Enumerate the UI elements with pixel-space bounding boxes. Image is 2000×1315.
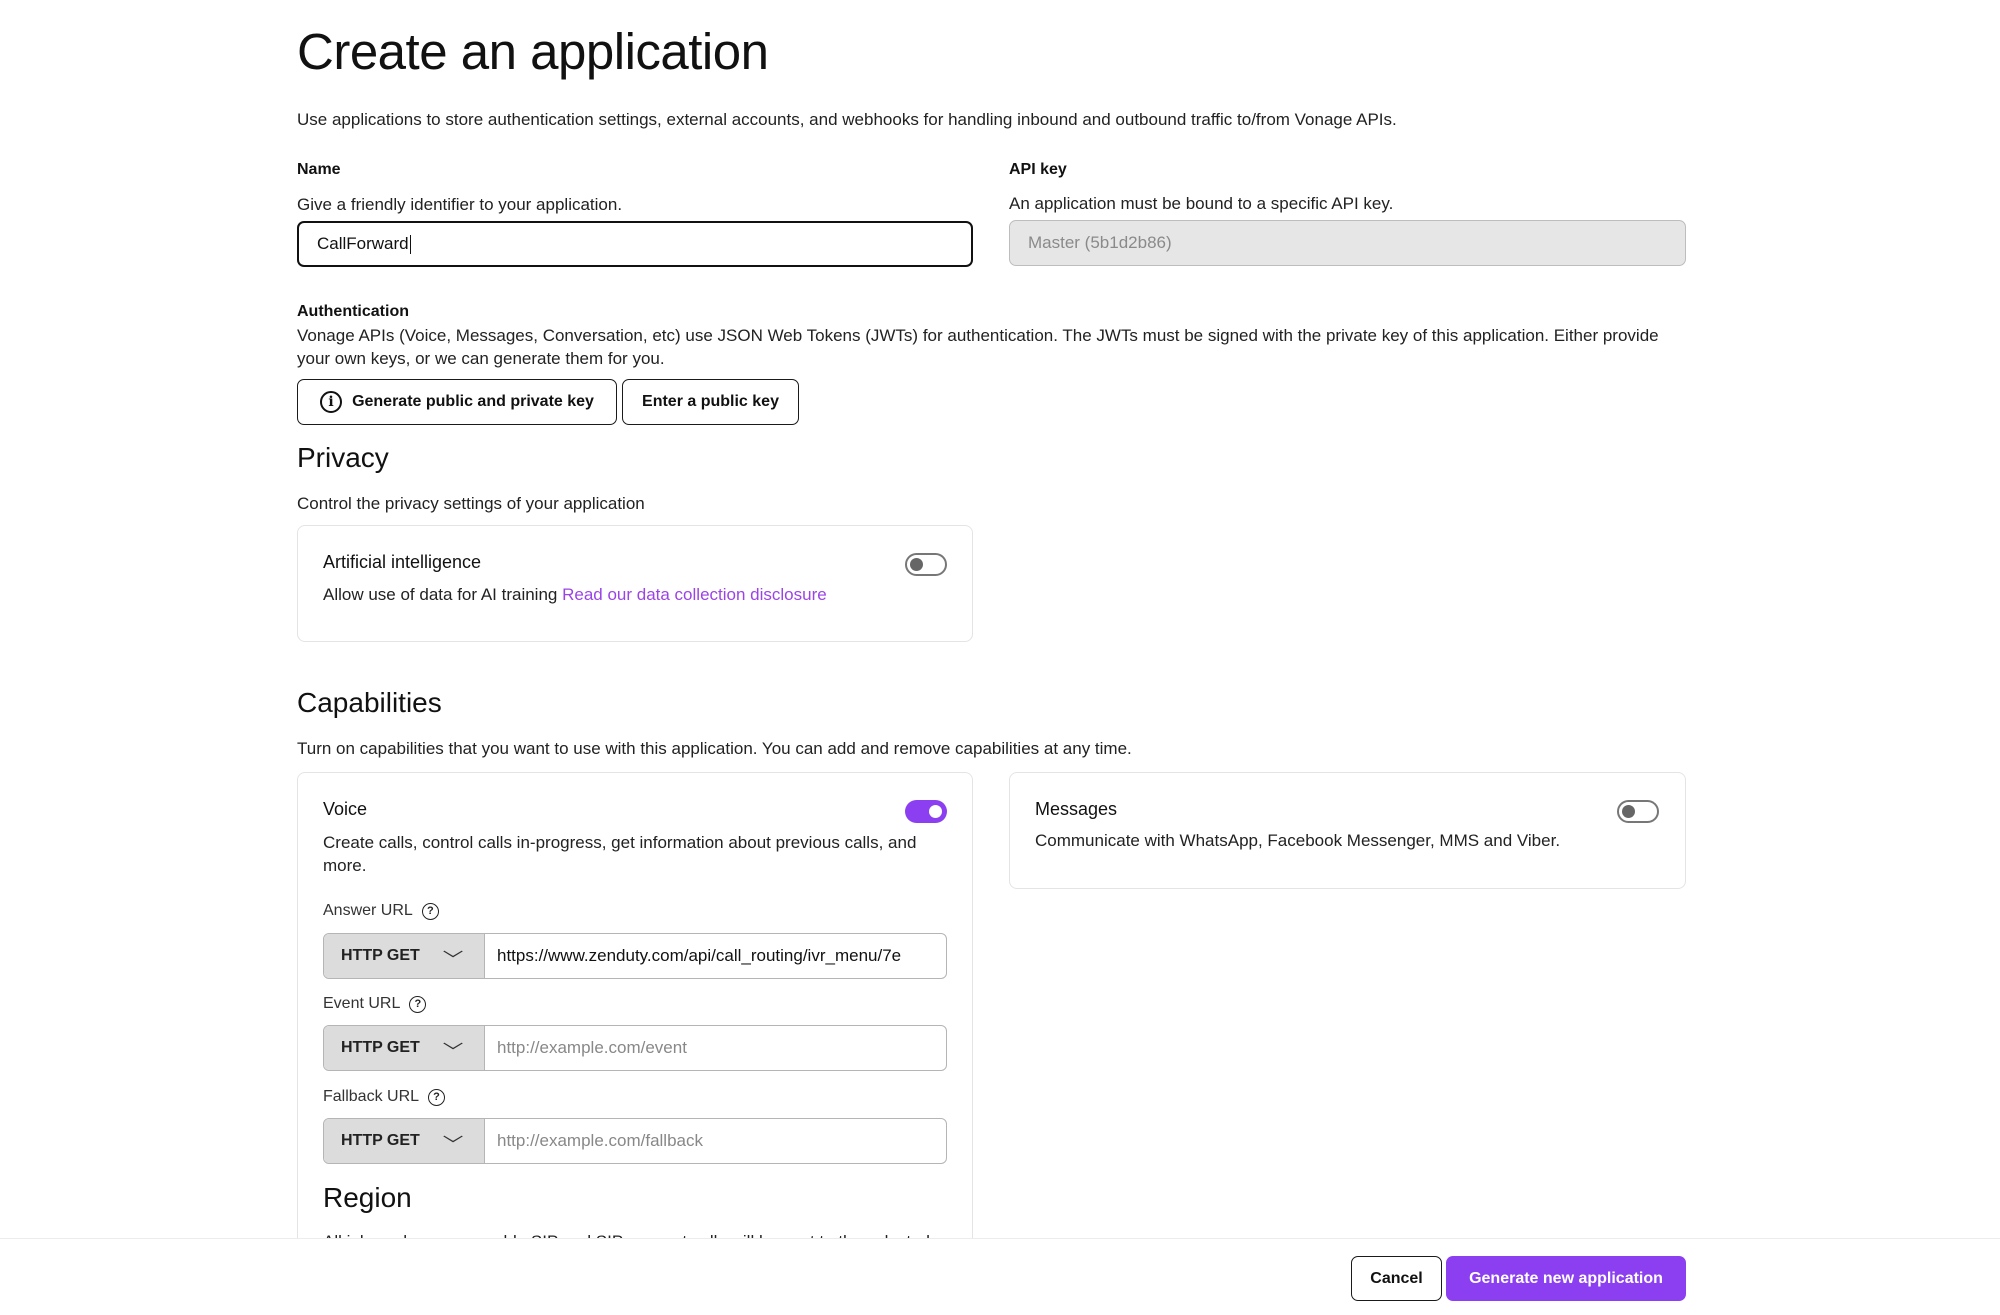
generate-application-button[interactable] (1446, 1256, 1686, 1301)
answer-url-label (323, 902, 439, 920)
event-url-label (323, 995, 426, 1013)
messages-card (1009, 772, 1686, 889)
event-method-select[interactable] (324, 1026, 485, 1070)
cancel-button[interactable] (1351, 1256, 1442, 1301)
answer-url-row (323, 933, 947, 979)
toggle-knob (910, 558, 923, 571)
ai-card-title: Artificial intelligence (323, 552, 482, 572)
api-key-label: API key (1009, 161, 1067, 178)
voice-title: Voice (323, 799, 368, 819)
fallback-url-row (323, 1118, 947, 1164)
capabilities-subtitle: Turn on capabilities that you want to use with this application. You can add and remove capabilities at any time. (297, 739, 1132, 758)
generate-key-button[interactable] (297, 379, 617, 425)
help-icon[interactable]: ? (428, 1089, 445, 1106)
answer-url-input[interactable]: https://www.zenduty.com/api/call_routing/ivr_menu/7e (497, 946, 902, 965)
fallback-method-select[interactable] (324, 1119, 485, 1163)
voice-toggle[interactable] (905, 800, 947, 823)
chevron-down-icon: ﹀ (443, 1042, 463, 1058)
footer-bar (0, 1238, 2000, 1315)
ai-card-description (323, 585, 827, 605)
enter-public-key-button[interactable] (622, 379, 799, 425)
messages-title: Messages (1035, 799, 1118, 819)
answer-url-label-text: Answer URL (323, 902, 413, 919)
event-url-label-text: Event URL (323, 995, 401, 1012)
generate-key-label: Generate public and private key (352, 393, 594, 410)
generate-application-label: Generate new application (1469, 1269, 1663, 1287)
event-url-input[interactable]: http://example.com/event (497, 1038, 687, 1057)
chevron-down-icon: ﹀ (443, 950, 463, 966)
info-icon: i (320, 391, 342, 413)
fallback-url-input[interactable]: http://example.com/fallback (497, 1131, 703, 1150)
data-disclosure-link[interactable]: Read our data collection disclosure (562, 585, 827, 604)
messages-toggle[interactable] (1617, 800, 1659, 823)
cancel-label: Cancel (1370, 1269, 1423, 1287)
name-input-value: CallForward (317, 234, 409, 253)
region-title: Region (323, 1182, 412, 1213)
chevron-down-icon: ﹀ (443, 1135, 463, 1151)
ai-privacy-card (297, 525, 973, 642)
answer-method-select[interactable] (324, 934, 485, 978)
answer-method-value: HTTP GET (341, 947, 420, 964)
authentication-description: Vonage APIs (Voice, Messages, Conversation, etc) use JSON Web Tokens (JWTs) for authentication. The JWTs must be signed with the private key of this application. Either provide your own keys, or we can generate them for you. (297, 326, 1659, 368)
text-cursor (410, 235, 412, 254)
event-method-value: HTTP GET (341, 1039, 420, 1056)
api-key-select[interactable] (1009, 220, 1686, 266)
fallback-url-label (323, 1088, 445, 1106)
enter-public-key-label: Enter a public key (642, 393, 779, 410)
toggle-knob (1622, 805, 1635, 818)
messages-description: Communicate with WhatsApp, Facebook Messenger, MMS and Viber. (1035, 831, 1561, 850)
ai-training-toggle[interactable] (905, 553, 947, 576)
name-helper: Give a friendly identifier to your application. (297, 195, 623, 214)
event-url-row (323, 1025, 947, 1071)
page-title: Create an application (297, 23, 769, 80)
capabilities-title: Capabilities (297, 687, 442, 718)
fallback-url-label-text: Fallback URL (323, 1088, 420, 1105)
authentication-label: Authentication (297, 303, 409, 320)
name-input[interactable] (297, 221, 973, 267)
page-intro: Use applications to store authentication settings, external accounts, and webhooks for handling inbound and outbound traffic to/from Vonage APIs. (297, 110, 1397, 129)
toggle-knob (929, 805, 942, 818)
fallback-method-value: HTTP GET (341, 1132, 420, 1149)
privacy-subtitle: Control the privacy settings of your application (297, 494, 645, 513)
name-label: Name (297, 161, 341, 178)
voice-description: Create calls, control calls in-progress, get information about previous calls, and more. (323, 833, 917, 875)
help-icon[interactable]: ? (409, 996, 426, 1013)
privacy-title: Privacy (297, 442, 389, 473)
api-key-helper: An application must be bound to a specific API key. (1009, 194, 1394, 213)
api-key-value: Master (5b1d2b86) (1028, 233, 1172, 252)
ai-card-description-text: Allow use of data for AI training (323, 585, 558, 604)
help-icon[interactable]: ? (422, 903, 439, 920)
